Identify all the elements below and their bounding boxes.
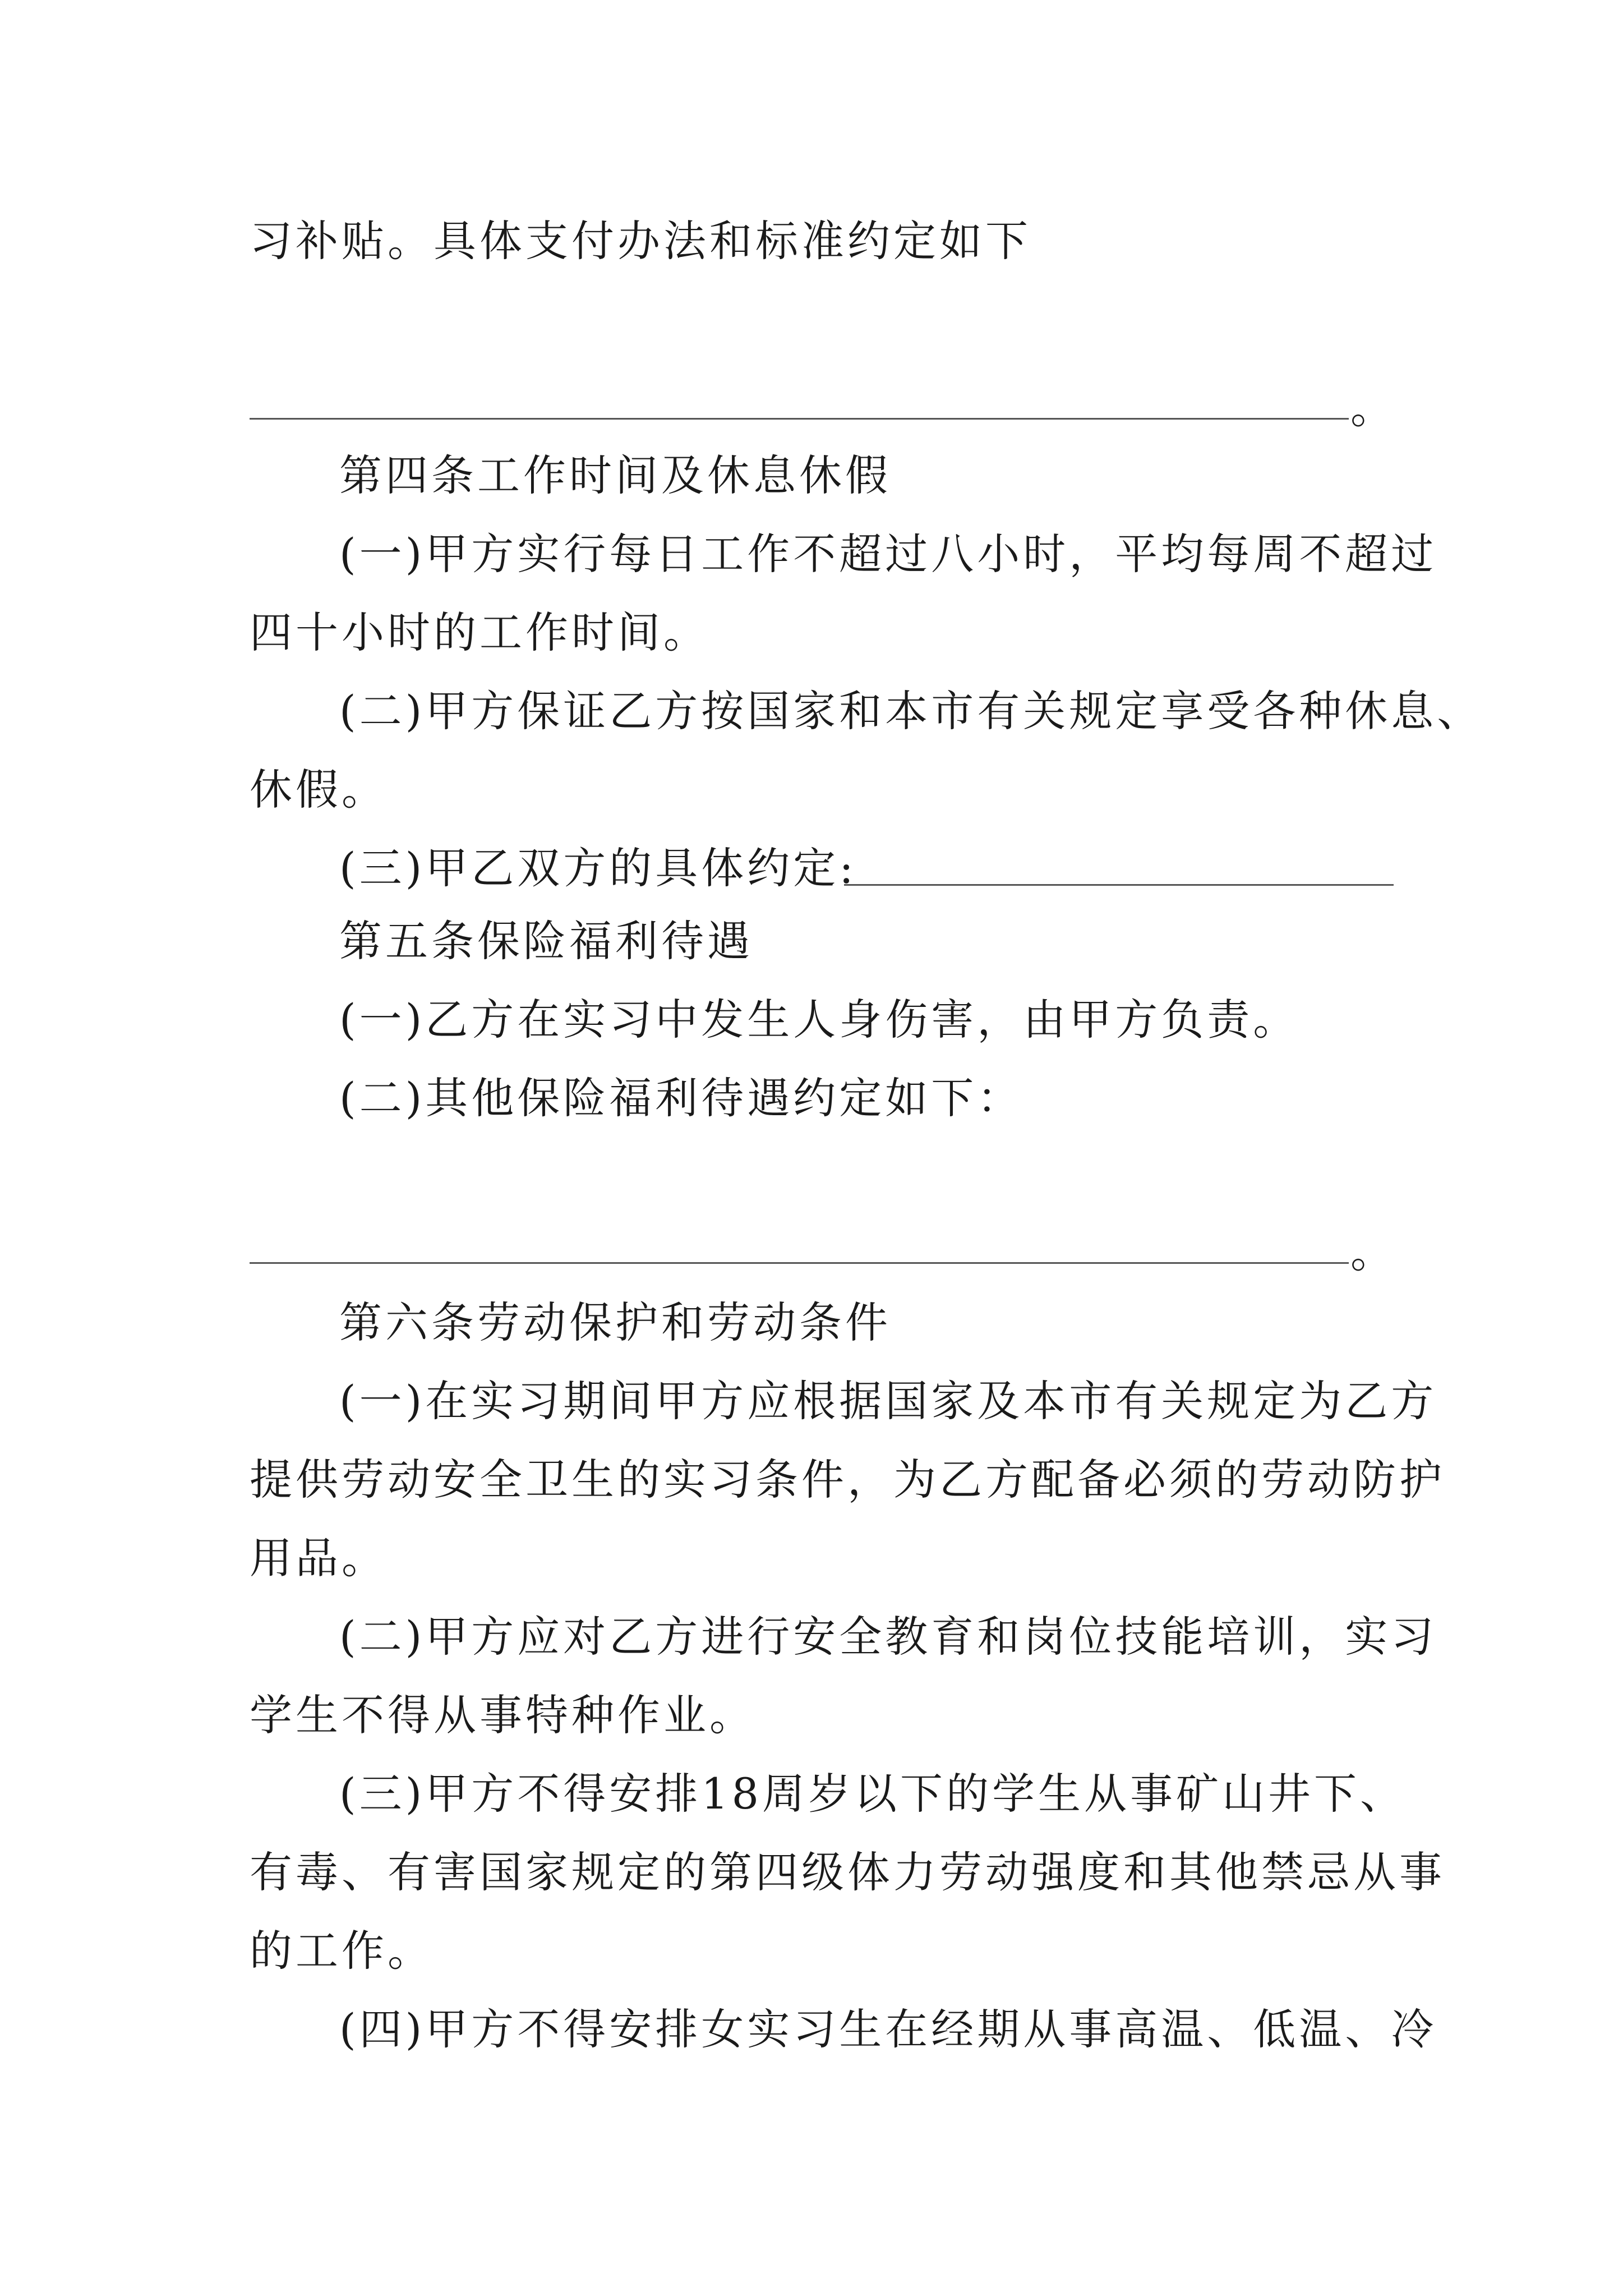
fill-in-blank [250, 1262, 1349, 1264]
paragraph-line: (二)甲方保证乙方按国家和本市有关规定享受各种休息、 [339, 686, 1483, 736]
article-6-title: 第六条劳动保护和劳动条件 [339, 1297, 891, 1347]
fill-in-blank [250, 418, 1349, 420]
paragraph-line: (一)乙方在实习中发生人身伤害，由甲方负责。 [339, 995, 1299, 1045]
paragraph-line: (四)甲方不得安排女实习生在经期从事高温、低温、冷 [339, 2004, 1437, 2054]
paragraph-line: 提供劳动安全卫生的实习条件，为乙方配备必须的劳动防护 [250, 1455, 1445, 1504]
article-4-title: 第四条工作时间及休息休假 [339, 450, 891, 500]
blank-period: 。 [1350, 383, 1393, 433]
paragraph-line: 有毒、有害国家规定的第四级体力劳动强度和其他禁忌从事 [250, 1847, 1445, 1897]
paragraph-line: 四十小时的工作时间。 [250, 608, 709, 657]
paragraph-line: 用品。 [250, 1533, 388, 1583]
fill-in-blank [844, 884, 1394, 886]
paragraph-line: (二)甲方应对乙方进行安全教育和岗位技能培训，实习 [339, 1612, 1437, 1662]
paragraph-line: (三)甲方不得安排18周岁以下的学生从事矿山井下、 [339, 1769, 1407, 1819]
article-5-title: 第五条保险福利待遇 [339, 916, 753, 966]
paragraph-line: (一)甲方实行每日工作不超过八小时，平均每周不超过 [339, 529, 1437, 579]
paragraph-line: 的工作。 [250, 1926, 434, 1976]
paragraph-line: (三)甲乙双方的具体约定: [339, 843, 857, 893]
paragraph-line: (二)其他保险福利待遇约定如下： [339, 1073, 1023, 1123]
paragraph-line: 习补贴。具体支付办法和标准约定如下 [250, 216, 1031, 266]
paragraph-line: (一)在实习期间甲方应根据国家及本市有关规定为乙方 [339, 1376, 1437, 1426]
paragraph-line: 休假。 [250, 765, 388, 815]
blank-period: 。 [1350, 1227, 1393, 1277]
paragraph-line: 学生不得从事特种作业。 [250, 1690, 755, 1740]
